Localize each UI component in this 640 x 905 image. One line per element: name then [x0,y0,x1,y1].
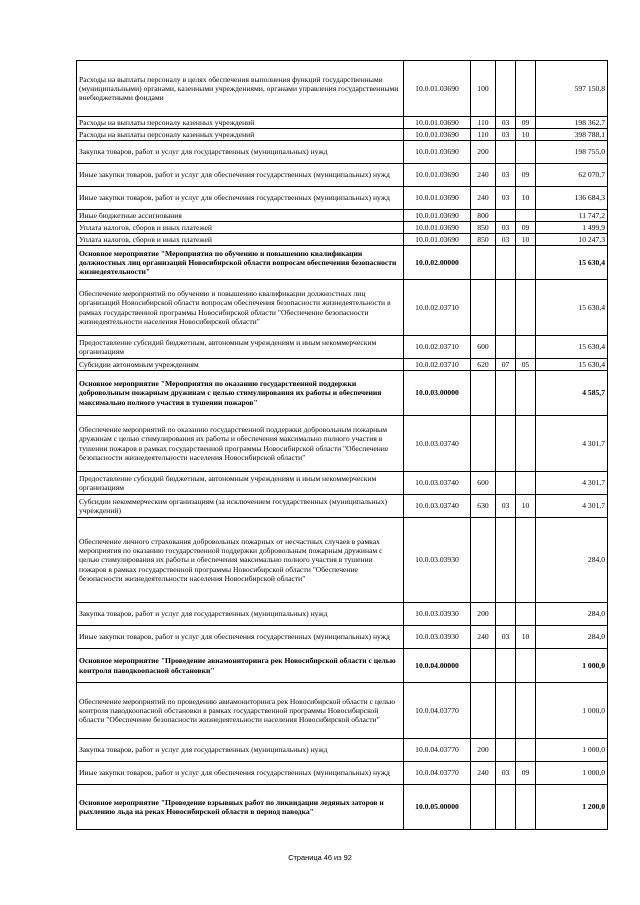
row-pr: 09 [516,762,536,785]
row-pr: 10 [516,129,536,141]
row-vr: 850 [471,234,496,246]
row-code: 10.0.04.00000 [404,649,471,683]
row-rz [496,785,516,830]
row-vr: 110 [471,129,496,141]
row-sum: 15 630,4 [536,280,608,336]
row-rz: 03 [496,187,516,210]
row-rz [496,518,516,603]
table-row [77,336,608,359]
row-code: 10.0.01.03690 [404,187,471,210]
row-vr [471,246,496,280]
table-row [77,472,608,495]
row-vr: 620 [471,359,496,371]
table-row [77,187,608,210]
row-code: 10.0.03.03740 [404,495,471,518]
row-code: 10.0.03.00000 [404,371,471,416]
row-sum: 284,0 [536,518,608,603]
row-rz [496,210,516,222]
row-name: Расходы на выплаты персоналу казенных учреждений [77,117,404,129]
row-rz [496,336,516,359]
table-row [77,61,608,117]
row-rz [496,141,516,164]
row-sum: 4 301,7 [536,416,608,472]
row-name: Предоставление субсидий бюджетным, автономным учреждениям и иным некоммерческим организациям [77,472,404,495]
row-name: Закупка товаров, работ и услуг для государственных (муниципальных) нужд [77,141,404,164]
row-code: 10.0.01.03690 [404,117,471,129]
row-sum: 11 747,2 [536,210,608,222]
row-name: Основное мероприятие "Проведение взрывных работ по ликвидации ледяных заторов и рыхлению льда на реках Новосибирской области в период паводка" [77,785,404,830]
row-pr [516,246,536,280]
row-rz: 03 [496,117,516,129]
row-pr [516,603,536,626]
row-vr: 200 [471,603,496,626]
row-name: Расходы на выплаты персоналу казенных учреждений [77,129,404,141]
row-vr: 240 [471,187,496,210]
row-vr [471,371,496,416]
row-sum: 1 000,0 [536,649,608,683]
row-rz: 03 [496,129,516,141]
row-pr [516,649,536,683]
row-name: Обеспечение мероприятий по оказанию государственной поддержки добровольным пожарным дружинам с целью стимулирования их работы и обеспечения максимально полного участия в тушении пожаров в рамках государственной программы Новосибирской области "Обеспечение безопасности жизнедеятельности населения Новосибирской области" [77,416,404,472]
row-code: 10.0.01.03690 [404,222,471,234]
row-rz [496,246,516,280]
row-sum: 198 362,7 [536,117,608,129]
row-sum: 1 000,0 [536,762,608,785]
table-row [77,280,608,336]
row-code: 10.0.01.03690 [404,164,471,187]
row-name: Уплата налогов, сборов и иных платежей [77,234,404,246]
row-pr: 09 [516,117,536,129]
table-row [77,222,608,234]
row-pr: 10 [516,234,536,246]
row-rz: 03 [496,164,516,187]
row-pr: 10 [516,187,536,210]
row-code: 10.0.01.03690 [404,210,471,222]
row-sum: 15 630,4 [536,336,608,359]
row-name: Субсидии некоммерческим организациям (за исключением государственных (муниципальных) учреждений) [77,495,404,518]
row-sum: 398 788,1 [536,129,608,141]
table-row [77,416,608,472]
row-sum: 284,0 [536,626,608,649]
row-rz: 03 [496,234,516,246]
row-rz: 03 [496,495,516,518]
table-row [77,234,608,246]
row-rz [496,416,516,472]
row-name: Субсидии автономным учреждениям [77,359,404,371]
row-name: Основное мероприятие "Мероприятия по обучению и повышению квалификации должностных лиц организаций Новосибирской области вопросам обеспечения безопасности жизнедеятельности" [77,246,404,280]
row-vr [471,785,496,830]
table-row [77,129,608,141]
row-code: 10.0.03.03930 [404,518,471,603]
row-code: 10.0.02.00000 [404,246,471,280]
row-vr: 600 [471,472,496,495]
row-sum: 4 301,7 [536,472,608,495]
row-rz [496,472,516,495]
table-row [77,649,608,683]
row-pr [516,739,536,762]
table-row [77,371,608,416]
row-vr: 630 [471,495,496,518]
table-row [77,359,608,371]
row-sum: 1 000,0 [536,683,608,739]
row-rz: 07 [496,359,516,371]
row-rz [496,603,516,626]
row-pr: 09 [516,222,536,234]
row-name: Расходы на выплаты персоналу в целях обеспечения выполнения функций государственными (муниципальными) органами, казенными учреждениями, органами управления государственными внебюджетными фондами [77,61,404,117]
row-code: 10.0.02.03710 [404,359,471,371]
row-rz [496,649,516,683]
row-code: 10.0.02.03710 [404,280,471,336]
row-code: 10.0.01.03690 [404,234,471,246]
row-code: 10.0.01.03690 [404,141,471,164]
row-sum: 4 301,7 [536,495,608,518]
page-footer: Страница 46 из 92 [288,853,352,862]
table-row [77,246,608,280]
table-row [77,164,608,187]
table-row [77,762,608,785]
row-pr [516,336,536,359]
row-vr: 240 [471,164,496,187]
row-vr [471,683,496,739]
row-vr: 800 [471,210,496,222]
row-pr [516,280,536,336]
row-vr: 200 [471,141,496,164]
budget-table [76,60,608,830]
row-name: Обеспечение личного страхования добровольных пожарных от несчастных случаев в рамках мероприятия по оказанию государственной поддержки добровольным пожарным дружинам с целью стимулирования их работы и обеспечения максимально полного участия в тушении пожаров в рамках государственной программы Новосибирской области "Обеспечение безопасности жизнедеятельности населения Новосибирской области" [77,518,404,603]
row-name: Закупка товаров, работ и услуг для государственных (муниципальных) нужд [77,603,404,626]
table-row [77,683,608,739]
row-vr [471,280,496,336]
row-code: 10.0.01.03690 [404,129,471,141]
row-pr: 10 [516,495,536,518]
row-name: Иные закупки товаров, работ и услуг для обеспечения государственных (муниципальных) нужд [77,164,404,187]
table-row [77,141,608,164]
row-pr: 10 [516,626,536,649]
row-pr [516,210,536,222]
row-vr: 240 [471,626,496,649]
row-rz [496,61,516,117]
table-row [77,117,608,129]
row-vr: 850 [471,222,496,234]
row-sum: 1 499,9 [536,222,608,234]
table-row [77,210,608,222]
row-pr [516,683,536,739]
row-vr [471,416,496,472]
row-sum: 1 000,0 [536,739,608,762]
row-name: Предоставление субсидий бюджетным, автономным учреждениям и иным некоммерческим организациям [77,336,404,359]
row-pr [516,472,536,495]
row-code: 10.0.03.03930 [404,626,471,649]
row-pr [516,518,536,603]
row-pr: 05 [516,359,536,371]
row-vr: 600 [471,336,496,359]
row-sum: 597 150,8 [536,61,608,117]
row-name: Уплата налогов, сборов и иных платежей [77,222,404,234]
table-row [77,626,608,649]
row-name: Обеспечение мероприятий по обучению и повышению квалификации должностных лиц организаций Новосибирской области вопросам обеспечения безопасности жизнедеятельности в рамках государственной программы Новосибирской области "Обеспечение безопасности жизнедеятельности населения Новосибирской области" [77,280,404,336]
row-sum: 62 070,7 [536,164,608,187]
row-vr [471,649,496,683]
row-name: Основное мероприятие "Проведение авиамониторинга рек Новосибирской области с целью контроля паводкоопасной обстановки" [77,649,404,683]
row-rz [496,739,516,762]
row-code: 10.0.04.03770 [404,683,471,739]
row-pr [516,141,536,164]
row-code: 10.0.04.03770 [404,739,471,762]
row-vr: 110 [471,117,496,129]
row-sum: 10 247,3 [536,234,608,246]
row-pr: 09 [516,164,536,187]
row-name: Иные бюджетные ассигнования [77,210,404,222]
row-rz [496,371,516,416]
row-sum: 136 684,3 [536,187,608,210]
row-sum: 1 200,0 [536,785,608,830]
row-vr: 200 [471,739,496,762]
row-pr [516,785,536,830]
row-code: 10.0.04.03770 [404,762,471,785]
table-row [77,785,608,830]
row-pr [516,371,536,416]
row-vr [471,518,496,603]
row-name: Закупка товаров, работ и услуг для государственных (муниципальных) нужд [77,739,404,762]
row-sum: 198 755,0 [536,141,608,164]
row-code: 10.0.03.03930 [404,603,471,626]
row-sum: 284,0 [536,603,608,626]
row-name: Обеспечение мероприятий по проведению авиамониторинга рек Новосибирской области с целью контроля паводкоопасной обстановки в рамках государственной программы Новосибирской области "Обеспечение безопасности жизнедеятельности населения Новосибирской области" [77,683,404,739]
row-code: 10.0.02.03710 [404,336,471,359]
row-code: 10.0.03.03740 [404,472,471,495]
row-rz: 03 [496,762,516,785]
table-row [77,603,608,626]
row-code: 10.0.03.03740 [404,416,471,472]
row-name: Иные закупки товаров, работ и услуг для обеспечения государственных (муниципальных) нужд [77,187,404,210]
row-code: 10.0.01.03690 [404,61,471,117]
row-pr [516,61,536,117]
row-vr: 240 [471,762,496,785]
row-sum: 4 585,7 [536,371,608,416]
row-name: Иные закупки товаров, работ и услуг для обеспечения государственных (муниципальных) нужд [77,762,404,785]
row-name: Основное мероприятие "Мероприятия по оказанию государственной поддержки добровольным пожарным дружинам с целью стимулирования их работы и обеспечения максимально полного участия в тушении пожаров" [77,371,404,416]
row-rz [496,683,516,739]
row-code: 10.0.05.00000 [404,785,471,830]
budget-table-body [77,61,608,830]
row-rz [496,280,516,336]
table-row [77,518,608,603]
row-pr [516,416,536,472]
table-row [77,495,608,518]
row-vr: 100 [471,61,496,117]
row-sum: 15 630,4 [536,359,608,371]
table-row [77,739,608,762]
row-rz: 03 [496,222,516,234]
row-rz: 03 [496,626,516,649]
row-sum: 15 630,4 [536,246,608,280]
row-name: Иные закупки товаров, работ и услуг для обеспечения государственных (муниципальных) нужд [77,626,404,649]
